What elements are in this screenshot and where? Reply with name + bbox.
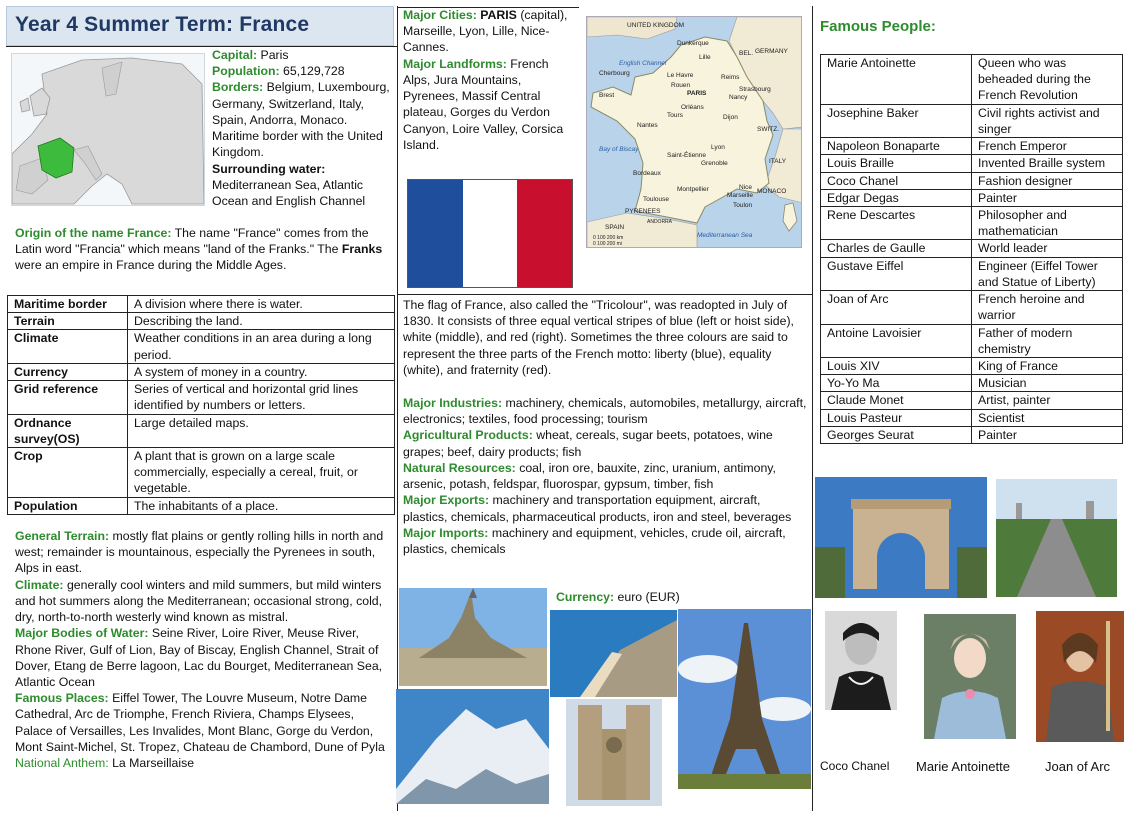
cities-capital: PARIS [480, 8, 517, 22]
champs-elysees-image [996, 479, 1117, 597]
note-text: machinery, chemicals, automobiles, metallurgy, aircraft, electronics; textiles, food processing; tourism [403, 396, 807, 427]
vocab-definition: The inhabitants of a place. [128, 497, 395, 514]
currency-label: Currency: [556, 590, 615, 604]
note-item [403, 395, 808, 427]
france-map [586, 16, 802, 248]
map-label-brest: Brest [599, 92, 615, 99]
person-row [821, 257, 1123, 290]
mont-saint-michel-image [399, 588, 547, 686]
map-label-orleans: Orléans [681, 104, 704, 111]
map-label-strasbourg: Strasbourg [739, 86, 771, 93]
economy-notes-list [403, 395, 808, 557]
anthem-value: La Marseillaise [112, 756, 195, 771]
map-label-paris: PARIS [687, 90, 707, 97]
person-description: Painter [972, 189, 1123, 206]
note-item [403, 427, 808, 459]
note-text: generally cool winters and mild summers, but mild winters and hot summers along the Mediterranean; occasional strong, cold, dry, north-to-north westerly wind known as mistral. [15, 577, 383, 625]
eiffel-tower-photo [678, 609, 811, 789]
vocabulary-table [7, 295, 395, 515]
mont-saint-michel-photo [399, 588, 547, 686]
person-name: Yo-Yo Ma [821, 375, 972, 392]
person-description: Fashion designer [972, 172, 1123, 189]
marie-antoinette-portrait [924, 614, 1016, 739]
vocab-row [8, 414, 395, 447]
map-label-nice: Nice [739, 184, 753, 191]
cities-label: Major Cities: [403, 8, 477, 22]
person-row [821, 240, 1123, 257]
eiffel-tower-image [678, 609, 811, 789]
note-label: Famous Places: [15, 691, 109, 706]
title-banner [6, 6, 394, 46]
map-label-dunkerque: Dunkerque [677, 40, 709, 47]
map-label-dijon: Dijon [723, 114, 738, 121]
person-description: Musician [972, 375, 1123, 392]
note-item [15, 690, 391, 755]
note-label: Major Exports: [403, 493, 490, 508]
map-label-toulon: Toulon [733, 202, 753, 209]
map-label-uk: UNITED KINGDOM [627, 22, 685, 29]
note-text: Eiffel Tower, The Louvre Museum, Notre Dame Cathedral, Arc de Triomphe, French Riviera, Champs Elysees, Palace of Versailles, Les Invalides, Mont Blanc, Gorge du Verdon, Mont Saint-Michel, St. Tropez, Chateau de Chambord, Dune of Pyla [15, 691, 385, 754]
water-label: Surrounding water: [212, 161, 326, 176]
vocab-row [8, 497, 395, 514]
vocab-row [8, 363, 395, 380]
person-description: Philosopher and mathematician [972, 206, 1123, 239]
map-label-spain: SPAIN [605, 224, 625, 231]
map-label-nantes: Nantes [637, 122, 658, 129]
cities-value: (capital), Marseille, Lyon, Lille, Nice-Cannes. [403, 8, 568, 55]
person-name: Napoleon Bonaparte [821, 138, 972, 155]
note-item [15, 528, 391, 577]
map-scale-mi: 0 100 200 mi [593, 241, 622, 247]
notre-dame-photo [566, 699, 662, 806]
anthem-label: National Anthem: [15, 756, 109, 771]
map-label-marseille: Marseille [727, 192, 754, 199]
french-riviera-photo [550, 610, 677, 697]
vocab-definition: A plant that is grown on a large scale commercially, especially a cereal, fruit, or vegetable. [128, 447, 395, 497]
name-origin [15, 225, 390, 274]
note-label: General Terrain: [15, 529, 110, 543]
map-label-bordeaux: Bordeaux [633, 170, 661, 177]
vocab-definition: Large detailed maps. [128, 414, 395, 447]
cities-landforms [403, 7, 575, 153]
map-label-toulouse: Toulouse [643, 196, 670, 203]
person-description: Father of modern chemistry [972, 324, 1123, 357]
person-description: French Emperor [972, 138, 1123, 155]
water-value: Mediterranean Sea, Atlantic Ocean and English Channel [212, 177, 366, 208]
map-label-stetienne: Saint-Étienne [667, 152, 707, 159]
person-row [821, 104, 1123, 137]
capital-value: Paris [260, 48, 289, 62]
person-row [821, 324, 1123, 357]
note-text: Seine River, Loire River, Meuse River, Rhone River, Gulf of Lion, Bay of Biscay, English Channel, Strait of Dover, Etang de Berre lagoon, Lac du Bourget, Mediterranean Sea, Atlantic Ocean [15, 626, 383, 689]
person-name: Antoine Lavoisier [821, 324, 972, 357]
currency-value: euro (EUR) [617, 590, 680, 604]
borders-value: Belgium, Luxembourg, Germany, Switzerland, Italy, Spain, Andorra, Monaco. [212, 80, 390, 127]
vocab-definition: Series of vertical and horizontal grid lines identified by numbers or letters. [128, 381, 395, 414]
capital-label: Capital: [212, 48, 258, 62]
europe-map [11, 53, 205, 206]
person-name: Josephine Baker [821, 104, 972, 137]
note-label: Agricultural Products: [403, 428, 533, 443]
note-label: Major Bodies of Water: [15, 626, 149, 641]
note-item [15, 625, 391, 690]
vocab-term: Ordnance survey(OS) [8, 414, 128, 447]
origin-text-2: were an empire in France during the Middle Ages. [15, 258, 287, 273]
column-divider-2 [812, 6, 813, 811]
person-row [821, 291, 1123, 324]
map-label-italy: ITALY [769, 158, 787, 165]
page-title: Year 4 Summer Term: France [15, 13, 310, 36]
vocab-term: Currency [8, 363, 128, 380]
origin-bold: Franks [341, 242, 383, 257]
person-description: Civil rights activist and singer [972, 104, 1123, 137]
person-name: Louis Pasteur [821, 409, 972, 426]
note-text: machinery and equipment, vehicles, crude oil, aircraft, plastics, chemicals [403, 525, 786, 556]
vocabulary-table-body [8, 296, 395, 515]
note-label: Major Imports: [403, 525, 489, 540]
flag-description: The flag of France, also called the "Tricolour", was readopted in July of 1830. It consists of three equal vertical stripes of blue (left or hoist side), white (middle), and red (right). Sometimes the three colours are said to represent the three parts of the French motto: liberty (blue), equality (white), and fraternity (red). [403, 298, 794, 377]
vocab-definition: Weather conditions in an area during a long period. [128, 330, 395, 363]
caption-coco-chanel: Coco Chanel [820, 759, 890, 773]
french-flag [407, 179, 573, 288]
famous-people-table-body [821, 55, 1123, 444]
vocab-row [8, 330, 395, 363]
map-label-monaco: MONACO [757, 188, 787, 195]
map-label-pyrenees: PYRENEES [625, 208, 661, 215]
map-label-grenoble: Grenoble [701, 160, 728, 167]
maritime-border-note: Maritime border with the United Kingdom. [212, 129, 383, 160]
note-text: wheat, cereals, sugar beets, potatoes, wine grapes; beef, dairy products; fish [403, 428, 773, 459]
france-map-graphic [587, 17, 802, 248]
joan-of-arc-image [1036, 611, 1124, 742]
vocab-definition: Describing the land. [128, 313, 395, 330]
map-label-tours: Tours [667, 112, 683, 119]
geography-notes-list [15, 528, 391, 755]
vocab-term: Maritime border [8, 296, 128, 313]
map-label-biscay: Bay of Biscay [599, 146, 639, 153]
person-row [821, 138, 1123, 155]
person-description: Artist, painter [972, 392, 1123, 409]
person-name: Rene Descartes [821, 206, 972, 239]
vocab-row [8, 381, 395, 414]
map-label-switz: SWITZ. [757, 126, 780, 133]
map-label-andorra: ANDORRA [647, 219, 673, 225]
person-row [821, 55, 1123, 105]
coco-chanel-image [825, 611, 897, 710]
person-row [821, 172, 1123, 189]
person-row [821, 375, 1123, 392]
economy-notes [403, 395, 808, 557]
map-label-cherbourg: Cherbourg [599, 70, 630, 77]
geography-notes [15, 528, 391, 771]
flag-white-stripe [463, 180, 518, 287]
map-label-med: Mediterranean Sea [697, 232, 753, 239]
europe-map-graphic [12, 54, 205, 206]
vocab-term: Crop [8, 447, 128, 497]
person-name: Marie Antoinette [821, 55, 972, 105]
french-riviera-image [550, 610, 677, 697]
origin-text-1: The name "France" comes from the Latin word "Francia" which means "land of the Franks." The [15, 226, 369, 257]
country-facts [212, 47, 394, 209]
person-row [821, 155, 1123, 172]
person-name: Gustave Eiffel [821, 257, 972, 290]
vocab-term: Grid reference [8, 381, 128, 414]
person-row [821, 206, 1123, 239]
vocab-row [8, 296, 395, 313]
map-label-rouen: Rouen [671, 82, 691, 89]
champs-elysees-photo [996, 479, 1117, 597]
person-name: Claude Monet [821, 392, 972, 409]
person-description: Invented Braille system [972, 155, 1123, 172]
arc-de-triomphe-photo [815, 477, 987, 598]
joan-of-arc-portrait [1036, 611, 1124, 742]
flag-red-stripe [517, 180, 572, 287]
map-label-nancy: Nancy [729, 94, 748, 101]
person-name: Coco Chanel [821, 172, 972, 189]
person-name: Georges Seurat [821, 426, 972, 443]
map-label-bel: BEL. [739, 50, 754, 57]
person-description: Scientist [972, 409, 1123, 426]
note-label: Natural Resources: [403, 460, 516, 475]
notre-dame-image [566, 699, 662, 806]
person-name: Edgar Degas [821, 189, 972, 206]
person-name: Louis Braille [821, 155, 972, 172]
mont-blanc-image [396, 689, 549, 804]
person-description: Queen who was beheaded during the French Revolution [972, 55, 1123, 105]
currency-line [556, 589, 680, 605]
person-description: Engineer (Eiffel Tower and Statue of Liberty) [972, 257, 1123, 290]
note-text: mostly flat plains or gently rolling hills in north and west; remainder is mountainous, especially the Pyrenees in south, Alps in east. [15, 529, 384, 576]
vocab-row [8, 313, 395, 330]
vocab-definition: A system of money in a country. [128, 363, 395, 380]
person-description: World leader [972, 240, 1123, 257]
map-label-montpellier: Montpellier [677, 186, 709, 193]
caption-marie-antoinette: Marie Antoinette [916, 759, 1010, 774]
flag-blue-stripe [408, 180, 463, 287]
landforms-label: Major Landforms: [403, 56, 507, 71]
person-name: Louis XIV [821, 357, 972, 374]
map-scale-km: 0 100 200 km [593, 235, 624, 241]
person-description: King of France [972, 357, 1123, 374]
person-description: Painter [972, 426, 1123, 443]
borders-label: Borders: [212, 80, 264, 95]
vocab-row [8, 447, 395, 497]
marie-antoinette-image [924, 614, 1016, 739]
population-label: Population: [212, 64, 280, 79]
person-row [821, 426, 1123, 443]
note-text: coal, iron ore, bauxite, zinc, uranium, antimony, arsenic, potash, feldspar, fluorospar, gypsum, timber, fish [403, 460, 776, 492]
rule-under-flag [397, 294, 812, 295]
coco-chanel-portrait [825, 611, 897, 710]
note-item [403, 525, 808, 557]
note-label: Climate: [15, 577, 64, 592]
anthem-line [15, 755, 391, 771]
famous-people-heading: Famous People: [820, 18, 936, 35]
map-label-lyon: Lyon [711, 144, 725, 151]
map-label-reims: Reims [721, 74, 740, 81]
person-description: French heroine and warrior [972, 291, 1123, 324]
map-label-lille: Lille [699, 54, 711, 61]
person-row [821, 409, 1123, 426]
landforms-value: French Alps, Jura Mountains, Pyrenees, Massif Central plateau, Gorges du Verdon Canyon, Loire Valley, Corsica Island. [403, 56, 564, 152]
population-value: 65,129,728 [283, 64, 345, 79]
note-label: Major Industries: [403, 396, 503, 410]
caption-joan-of-arc: Joan of Arc [1045, 759, 1111, 774]
person-name: Charles de Gaulle [821, 240, 972, 257]
vocab-definition: A division where there is water. [128, 296, 395, 313]
person-row [821, 392, 1123, 409]
arc-de-triomphe-image [815, 477, 987, 598]
person-row [821, 189, 1123, 206]
origin-label: Origin of the name France: [15, 226, 172, 240]
map-label-lehavre: Le Havre [667, 72, 694, 79]
note-item [403, 492, 808, 524]
map-label-germany: GERMANY [755, 48, 788, 55]
map-label-channel: English Channel [619, 60, 667, 67]
note-text: machinery and transportation equipment, aircraft, plastics, chemicals, pharmaceutical products, iron and steel, beverages [403, 493, 792, 524]
vocab-term: Terrain [8, 313, 128, 330]
person-name: Joan of Arc [821, 291, 972, 324]
note-item [403, 460, 808, 492]
vocab-term: Population [8, 497, 128, 514]
vocab-term: Climate [8, 330, 128, 363]
mont-blanc-photo [396, 689, 549, 804]
note-item [15, 577, 391, 626]
famous-people-table [820, 54, 1123, 444]
rule-under-title [6, 46, 397, 47]
person-row [821, 357, 1123, 374]
